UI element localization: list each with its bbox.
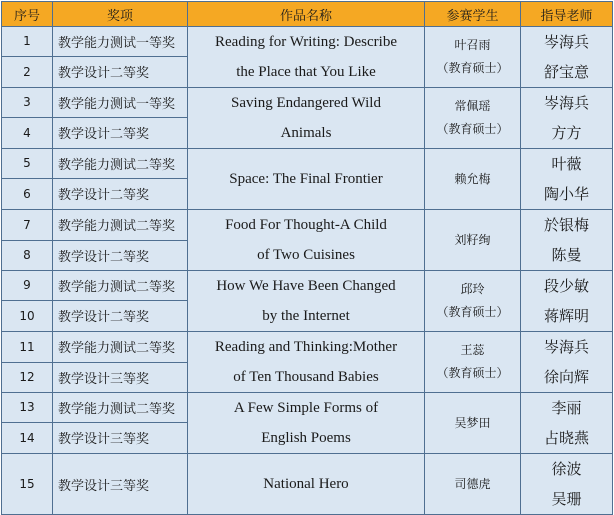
- header-award: 奖项: [53, 2, 188, 27]
- row-index: 13: [2, 393, 53, 423]
- row-index: 3: [2, 88, 53, 118]
- award-cell: 教学设计三等奖: [53, 454, 188, 515]
- work-title-cell: [188, 149, 425, 210]
- teacher-name: 岑海兵: [543, 94, 589, 112]
- row-index: 10: [2, 300, 53, 331]
- student-cell: [425, 454, 521, 515]
- work-title-line: the Place that You Like: [236, 64, 376, 80]
- row-index: 9: [2, 271, 53, 301]
- teacher-name: 舒宝意: [543, 63, 589, 81]
- work-title-line: Saving Endangered Wild: [231, 95, 381, 111]
- teacher-name: 陈曼: [551, 246, 582, 264]
- student-cell: [425, 27, 521, 88]
- teacher-name: 方方: [551, 124, 582, 142]
- work-title-cell: [188, 393, 425, 454]
- teacher-name: 徐向辉: [543, 368, 589, 386]
- teacher-name: 吴珊: [551, 490, 582, 508]
- work-title-line: Reading for Writing: Describe: [215, 34, 397, 50]
- header-work-title: 作品名称: [188, 2, 425, 27]
- row-index: 1: [2, 27, 53, 57]
- teacher-cell: [521, 393, 613, 454]
- teacher-name: 徐波: [551, 460, 582, 478]
- teacher-cell: [521, 271, 613, 332]
- table-row: [2, 88, 613, 118]
- teacher-cell: [521, 454, 613, 515]
- award-cell: 教学能力测试一等奖: [53, 27, 188, 57]
- award-cell: 教学能力测试二等奖: [53, 332, 188, 363]
- work-title-line: Food For Thought-A Child: [225, 217, 387, 233]
- teacher-name: 岑海兵: [543, 33, 589, 51]
- row-index: 12: [2, 362, 53, 393]
- table-row: [2, 27, 613, 57]
- row-index: 4: [2, 117, 53, 148]
- award-cell: 教学设计二等奖: [53, 56, 188, 87]
- work-title-line: English Poems: [261, 430, 351, 446]
- student-degree: （教育硕士）: [436, 366, 509, 380]
- teacher-name: 於银梅: [543, 216, 589, 234]
- student-cell: [425, 271, 521, 332]
- award-cell: 教学设计三等奖: [53, 362, 188, 393]
- student-name: 常佩瑶: [454, 99, 491, 113]
- teacher-name: 陶小华: [543, 185, 589, 203]
- student-degree: （教育硕士）: [436, 305, 509, 319]
- award-cell: 教学设计二等奖: [53, 300, 188, 331]
- table-row: [2, 454, 613, 515]
- work-title-line: by the Internet: [262, 308, 350, 324]
- awards-table: [1, 1, 613, 515]
- student-name: 王蕊: [460, 343, 485, 357]
- award-cell: 教学能力测试一等奖: [53, 88, 188, 118]
- student-name: 叶召雨: [454, 38, 491, 52]
- work-title-line: Animals: [280, 125, 332, 141]
- award-cell: 教学设计二等奖: [53, 178, 188, 209]
- teacher-name: 占晓燕: [543, 429, 589, 447]
- row-index: 15: [2, 454, 53, 515]
- work-title-line: How We Have Been Changed: [216, 278, 396, 294]
- row-index: 11: [2, 332, 53, 363]
- student-cell: [425, 393, 521, 454]
- student-cell: [425, 88, 521, 149]
- table-row: [2, 271, 613, 301]
- student-name: 刘籽绚: [454, 232, 491, 247]
- award-cell: 教学能力测试二等奖: [53, 149, 188, 179]
- student-degree: （教育硕士）: [436, 122, 509, 136]
- table-body: [2, 27, 613, 515]
- teacher-cell: [521, 88, 613, 149]
- award-cell: 教学设计二等奖: [53, 240, 188, 271]
- student-cell: [425, 332, 521, 393]
- work-title-cell: [188, 454, 425, 515]
- teacher-cell: [521, 332, 613, 393]
- header-index: 序号: [2, 2, 53, 27]
- student-name: 吴梦田: [454, 415, 491, 430]
- work-title-cell: [188, 27, 425, 88]
- teacher-name: 蒋辉明: [543, 307, 589, 325]
- award-cell: 教学能力测试二等奖: [53, 210, 188, 241]
- student-cell: [425, 210, 521, 271]
- header-row: [2, 2, 613, 27]
- row-index: 5: [2, 149, 53, 179]
- header-student: 参赛学生: [425, 2, 521, 27]
- student-name: 赖允梅: [454, 171, 491, 186]
- row-index: 8: [2, 240, 53, 271]
- teacher-name: 李丽: [551, 399, 582, 417]
- table-row: [2, 149, 613, 179]
- award-cell: 教学设计三等奖: [53, 422, 188, 453]
- row-index: 14: [2, 422, 53, 453]
- work-title-cell: [188, 88, 425, 149]
- work-title-cell: [188, 210, 425, 271]
- teacher-name: 岑海兵: [543, 338, 589, 356]
- teacher-name: 段少敏: [543, 277, 589, 295]
- work-title-cell: [188, 271, 425, 332]
- teacher-cell: [521, 149, 613, 210]
- student-name: 司德虎: [454, 476, 491, 491]
- student-name: 邱玲: [460, 282, 485, 296]
- row-index: 2: [2, 56, 53, 87]
- work-title-line: National Hero: [263, 476, 349, 492]
- table-row: [2, 332, 613, 363]
- student-degree: （教育硕士）: [436, 61, 509, 75]
- row-index: 6: [2, 178, 53, 209]
- work-title-cell: [188, 332, 425, 393]
- teacher-cell: [521, 27, 613, 88]
- teacher-cell: [521, 210, 613, 271]
- award-cell: 教学设计二等奖: [53, 117, 188, 148]
- work-title-line: of Ten Thousand Babies: [233, 369, 379, 385]
- work-title-line: Space: The Final Frontier: [229, 171, 383, 187]
- header-teacher: 指导老师: [521, 2, 613, 27]
- work-title-line: A Few Simple Forms of: [233, 400, 379, 416]
- teacher-name: 叶薇: [551, 155, 582, 173]
- award-cell: 教学能力测试二等奖: [53, 393, 188, 423]
- row-index: 7: [2, 210, 53, 241]
- table-row: [2, 210, 613, 241]
- work-title-line: Reading and Thinking:Mother: [214, 339, 398, 355]
- award-cell: 教学能力测试二等奖: [53, 271, 188, 301]
- student-cell: [425, 149, 521, 210]
- work-title-line: of Two Cuisines: [257, 247, 355, 263]
- table-row: [2, 393, 613, 423]
